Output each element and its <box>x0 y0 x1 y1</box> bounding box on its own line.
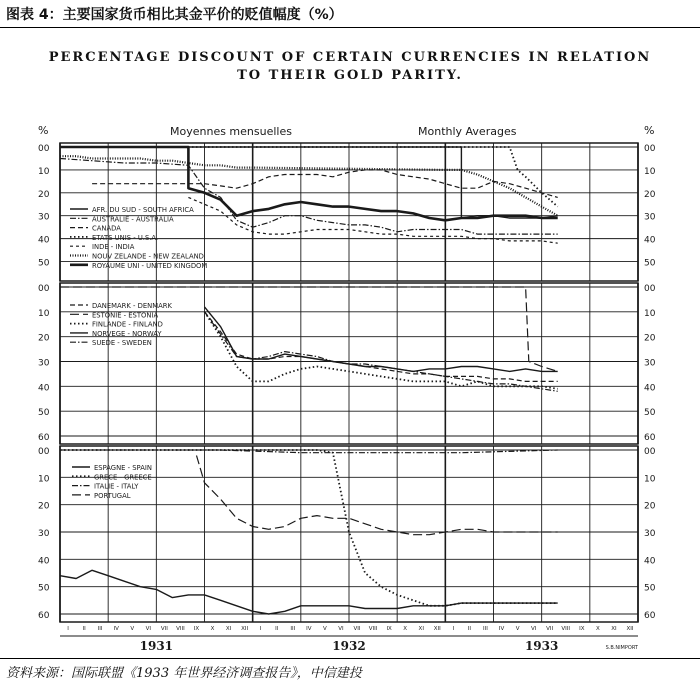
y-tick-left: 20 <box>38 189 50 200</box>
engraver-mark: S.B.NIMPORT <box>605 645 638 651</box>
y-tick-right: 20 <box>644 189 656 200</box>
chart-title-line1: PERCENTAGE DISCOUNT OF CERTAIN CURRENCIES IN RELATION <box>48 50 652 65</box>
y-tick-right: 50 <box>644 258 656 269</box>
y-tick-right: 20 <box>644 333 656 344</box>
figure-caption: 图表 4：主要国家货币相比其金平价的贬值幅度（%） <box>6 7 343 23</box>
month-tick: XI <box>611 626 617 632</box>
month-tick: IV <box>498 626 505 632</box>
month-tick: XII <box>241 626 249 632</box>
month-tick: XII <box>626 626 634 632</box>
series-line-etats-unis-u-s-a- <box>60 147 558 207</box>
month-tick: VI <box>530 626 537 632</box>
month-tick: I <box>452 626 455 632</box>
month-tick: X <box>595 626 600 632</box>
month-tick: VI <box>145 626 152 632</box>
y-tick-left: 60 <box>38 611 50 621</box>
month-tick: X <box>210 626 215 632</box>
axis-unit-left: % <box>38 124 49 137</box>
y-tick-left: 20 <box>38 501 50 512</box>
year-label: 1932 <box>332 639 366 653</box>
y-tick-right: 00 <box>644 284 656 294</box>
legend-label: ITALIE - ITALY <box>94 482 139 491</box>
y-tick-left: 40 <box>38 556 50 567</box>
y-tick-right: 00 <box>644 144 656 154</box>
y-tick-right: 30 <box>644 212 656 223</box>
y-tick-left: 40 <box>38 235 50 246</box>
series-line-espagne-spain <box>60 570 558 614</box>
month-tick: XII <box>433 626 441 632</box>
y-tick-left: 60 <box>38 433 50 443</box>
legend-label: DANEMARK - DENMARK <box>92 302 172 310</box>
y-tick-right: 30 <box>644 358 656 369</box>
y-tick-right: 10 <box>644 166 656 177</box>
month-tick: XI <box>418 626 424 632</box>
month-tick: VIII <box>368 626 378 632</box>
month-tick: III <box>483 626 488 632</box>
y-tick-right: 40 <box>644 383 656 394</box>
y-tick-left: 00 <box>38 144 50 154</box>
month-tick: XI <box>225 626 232 632</box>
y-tick-right: 30 <box>644 529 656 539</box>
header-right-label: Monthly Averages <box>418 125 517 138</box>
month-tick: IV <box>113 626 119 632</box>
y-tick-left: 30 <box>38 358 50 369</box>
legend-label: PORTUGAL <box>94 491 131 500</box>
legend-label: AFR. DU SUD - SOUTH AFRICA <box>92 206 194 214</box>
legend-label: ESPAGNE - SPAIN <box>94 464 152 472</box>
series-line-canada <box>92 170 558 198</box>
y-tick-left: 10 <box>38 474 50 485</box>
series-line-finlande-finland <box>205 312 558 389</box>
legend-label: SUEDE - SWEDEN <box>92 339 152 348</box>
legend-label: AUSTRALIE - AUSTRALIA <box>92 215 174 224</box>
legend-label: ESTONIE - ESTONIA <box>92 311 159 320</box>
month-tick: VIII <box>176 626 185 632</box>
month-tick: V <box>130 626 135 632</box>
y-tick-right: 60 <box>644 433 656 443</box>
legend-label: GRECE - GREECE <box>94 473 152 482</box>
source-note: 资料来源：国际联盟《1933 年世界经济调查报告》，中信建投 <box>6 666 362 681</box>
month-tick: V <box>323 626 327 632</box>
y-tick-left: 10 <box>38 166 50 177</box>
y-tick-left: 20 <box>38 333 50 344</box>
month-tick: IV <box>306 626 312 632</box>
legend-label: FINLANDE - FINLAND <box>92 320 163 329</box>
month-tick: V <box>515 626 520 632</box>
month-tick: VII <box>160 626 168 632</box>
y-tick-right: 10 <box>644 308 656 319</box>
month-tick: X <box>403 626 408 632</box>
month-tick: III <box>97 626 103 632</box>
y-tick-right: 20 <box>644 501 656 512</box>
legend-label: ETATS UNIS - U.S.A. <box>92 233 159 242</box>
series-line-inde-india <box>188 197 557 243</box>
month-tick: VIII <box>561 626 571 632</box>
series-line-portugal <box>197 456 558 535</box>
month-tick: VII <box>546 626 554 632</box>
y-tick-left: 30 <box>38 212 50 223</box>
y-tick-left: 50 <box>38 408 50 419</box>
y-tick-right: 10 <box>644 474 656 485</box>
y-tick-left: 50 <box>38 583 50 594</box>
month-tick: IX <box>386 626 392 632</box>
month-tick: III <box>290 626 296 632</box>
y-tick-right: 50 <box>644 583 656 594</box>
legend-label: CANADA <box>92 224 121 233</box>
y-tick-right: 60 <box>644 611 656 621</box>
y-tick-left: 30 <box>38 529 50 539</box>
year-label: 1933 <box>524 639 559 653</box>
legend-label: NORVEGE - NORWAY <box>92 329 162 338</box>
y-tick-right: 00 <box>644 447 656 457</box>
month-tick: II <box>275 626 279 632</box>
y-tick-right: 40 <box>644 235 656 246</box>
month-tick: VII <box>353 626 361 632</box>
month-tick: IX <box>579 626 585 632</box>
y-tick-right: 40 <box>644 556 656 567</box>
y-tick-left: 10 <box>38 308 50 319</box>
axis-unit-right: % <box>644 124 655 137</box>
legend-label: ROYAUME UNI - UNITED KINGDOM <box>92 261 208 270</box>
month-tick: II <box>82 626 86 632</box>
y-tick-right: 50 <box>644 408 656 419</box>
footer-rule <box>0 658 700 659</box>
month-tick: IX <box>193 626 200 632</box>
y-tick-left: 00 <box>38 447 50 457</box>
month-tick: II <box>467 626 472 632</box>
y-tick-left: 00 <box>38 284 50 294</box>
year-label: 1931 <box>139 639 174 653</box>
chart-title-line2: TO THEIR GOLD PARITY. <box>237 68 463 83</box>
month-tick: I <box>259 626 262 632</box>
header-left-label: Moyennes mensuelles <box>170 125 292 138</box>
y-tick-left: 40 <box>38 383 50 394</box>
month-tick: VI <box>338 626 344 632</box>
legend-label: INDE - INDIA <box>92 243 135 252</box>
y-tick-left: 50 <box>38 258 50 269</box>
legend-label: NOUV ZELANDE - NEW ZEALAND <box>92 252 204 261</box>
month-tick: I <box>67 626 69 632</box>
